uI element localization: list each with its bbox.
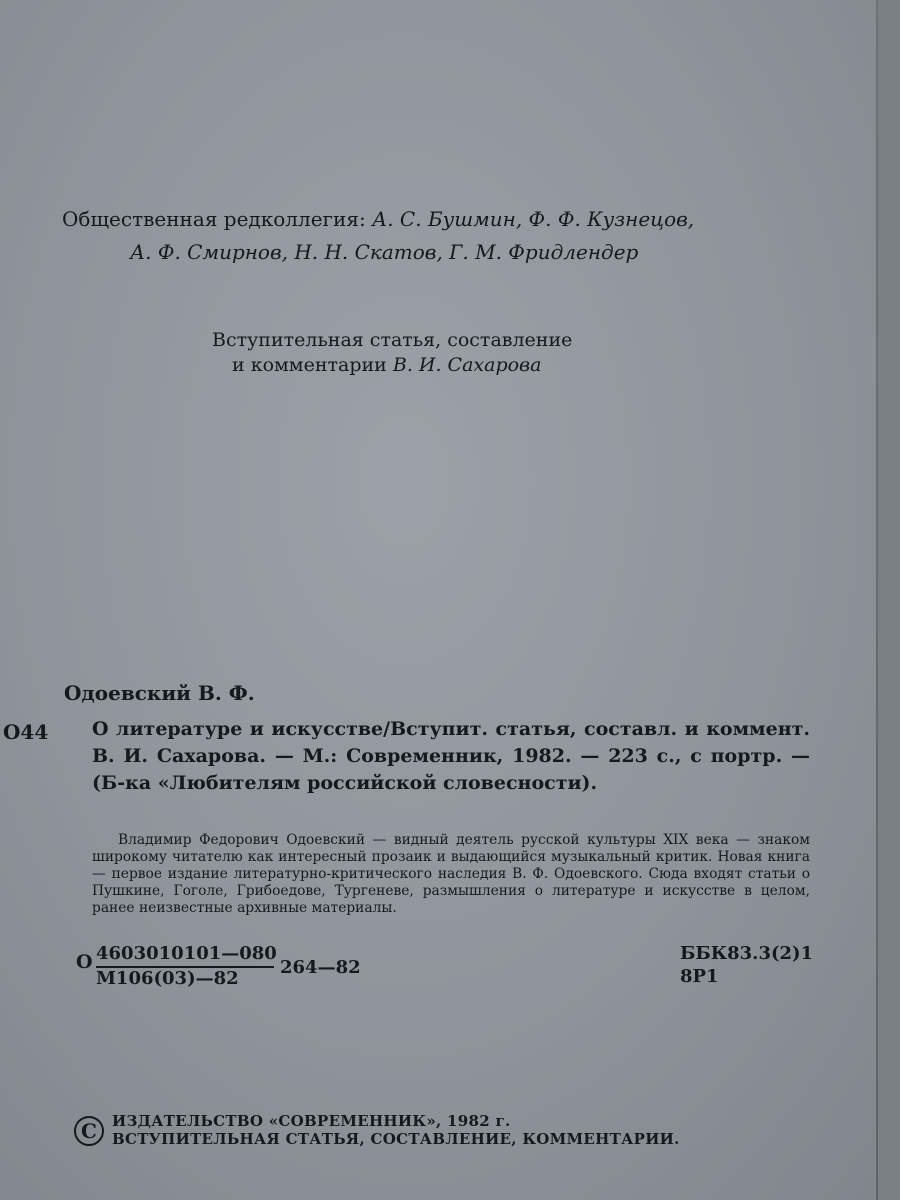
isbn-numerator: 4603010101—080 bbox=[96, 943, 277, 964]
editorial-board-label: Общественная редколлегия: bbox=[62, 207, 366, 231]
page-shadow-edge bbox=[878, 0, 900, 1200]
catalog-description: О литературе и искусстве/Вступит. статья, составл. и коммент. В. И. Сахарова. — М.: Современник, 1982. — 223 с., с портр. — (Б-ка «Любителям российской словесности). bbox=[92, 718, 810, 794]
catalog-annotation: Владимир Федорович Одоевский — видный деятель русской культуры XIX века — знаком широкому читателю как интересный прозаик и выдающийся музыкальный критик. Новая книга — первое издание литературно-критического наследия В. Ф. Одоевского. Сюда входят статьи о Пушкине, Гоголе, Грибоедове, Тургеневе, размышления о литературе и искусстве в целом, ранее неизвестные архивные материалы. bbox=[92, 832, 811, 916]
bbk-code-2: 8Р1 bbox=[680, 966, 719, 987]
intro-credit-line-2 bbox=[232, 354, 541, 376]
intro-credit-name: В. И. Сахарова bbox=[392, 354, 542, 376]
isbn-denominator: М106(03)—82 bbox=[96, 968, 239, 989]
editorial-board-names-2: А. Ф. Смирнов, Н. Н. Скатов, Г. М. Фридлендер bbox=[130, 240, 639, 264]
intro-credit-prefix: и комментарии bbox=[232, 354, 387, 376]
isbn-letter: О bbox=[76, 951, 93, 973]
copyright-symbol: C bbox=[81, 1119, 97, 1143]
editorial-board-line-1 bbox=[62, 207, 694, 231]
intro-credit-line-1: Вступительная статья, составление bbox=[212, 329, 573, 351]
editorial-board-names-1: А. С. Бушмин, Ф. Ф. Кузнецов, bbox=[372, 207, 695, 231]
copyright-line-1: ИЗДАТЕЛЬСТВО «СОВРЕМЕННИК», 1982 г. bbox=[112, 1112, 511, 1130]
copyright-icon bbox=[74, 1116, 104, 1146]
page-fold-line bbox=[876, 0, 878, 1200]
copyright-line-2: ВСТУПИТЕЛЬНАЯ СТАТЬЯ, СОСТАВЛЕНИЕ, КОММЕНТАРИИ. bbox=[112, 1130, 680, 1148]
bbk-code: ББК83.3(2)1 bbox=[680, 943, 814, 964]
catalog-code: О44 bbox=[3, 720, 49, 744]
isbn-tail: 264—82 bbox=[280, 957, 361, 978]
catalog-author: Одоевский В. Ф. bbox=[64, 681, 255, 705]
